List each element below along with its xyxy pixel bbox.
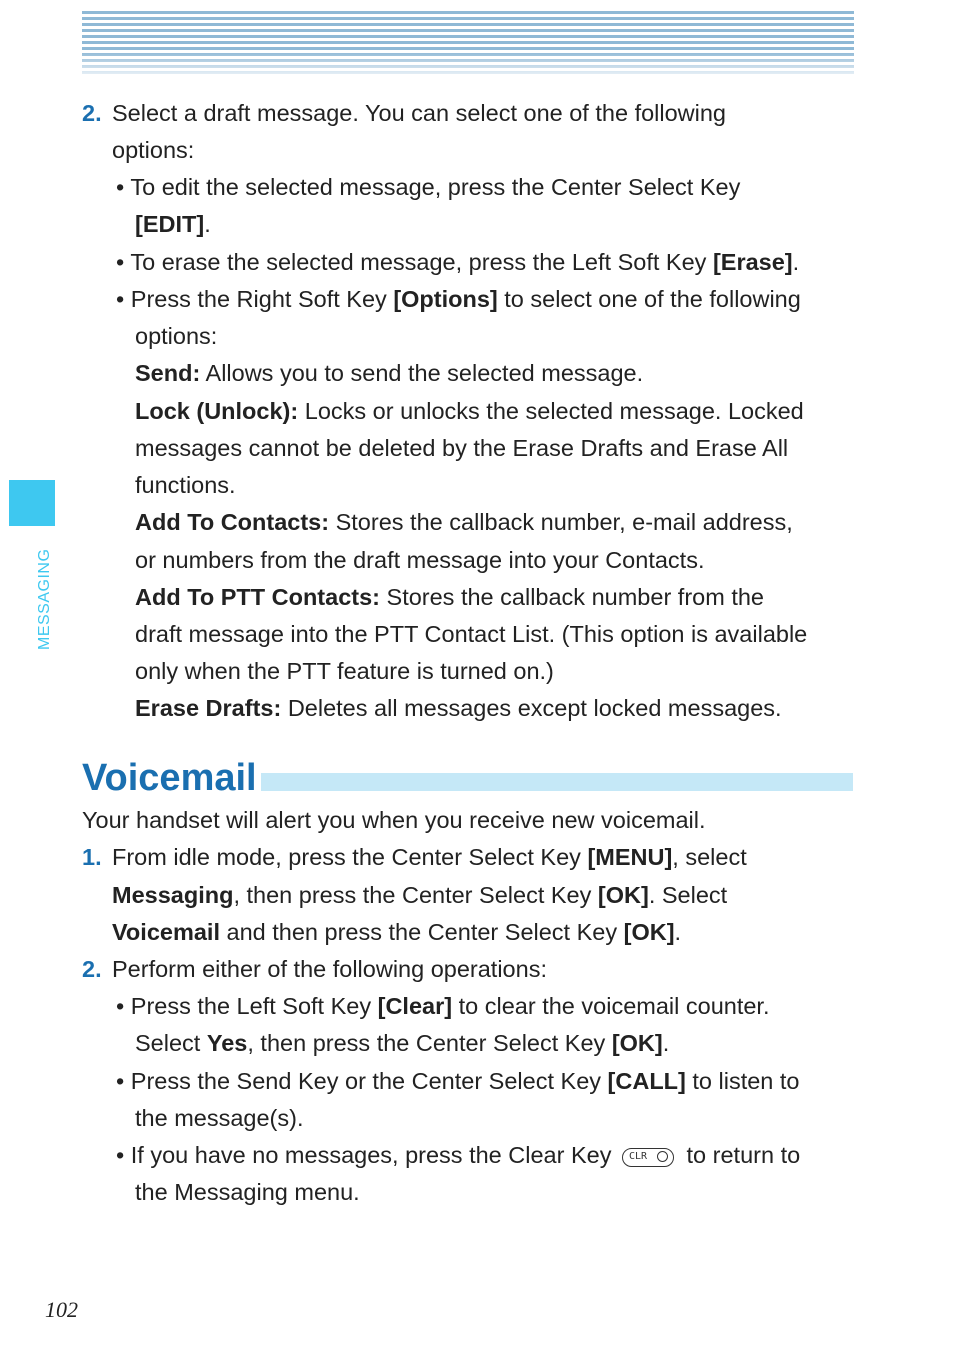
key-label: [Clear] <box>377 993 453 1019</box>
key-label: [EDIT] <box>135 211 205 237</box>
section-label: MESSAGING <box>36 548 53 650</box>
step-number: 2. <box>82 956 102 982</box>
option-term: Add To Contacts: <box>135 509 330 535</box>
bullet-no-messages-line2: the Messaging menu. <box>135 1179 360 1205</box>
step-text: Select a draft message. You can select one of the following <box>112 100 727 126</box>
bullet: • <box>116 1142 125 1168</box>
option-lock-line: messages cannot be deleted by the Erase Drafts and Erase All <box>135 435 789 461</box>
key-label: [OK] <box>597 882 649 908</box>
menu-term: Messaging <box>112 882 234 908</box>
option-lock-line: functions. <box>135 472 236 498</box>
header-decoration <box>82 11 854 77</box>
bullet: • <box>116 1068 125 1094</box>
key-label: [OK] <box>611 1030 663 1056</box>
page-number: 102 <box>45 1297 78 1322</box>
bullet-clear-line2: Select Yes, then press the Center Select Key [OK]. <box>135 1030 670 1056</box>
step-number: 1. <box>82 844 102 870</box>
key-label: [Options] <box>393 286 498 312</box>
key-label: [Erase] <box>712 249 793 275</box>
bullet-edit: • To edit the selected message, press the Center Select Key <box>116 174 741 200</box>
voicemail-intro: Your handset will alert you when you receive new voicemail. <box>82 807 706 833</box>
step-text: options: <box>112 137 195 163</box>
bullet-no-messages: • If you have no messages, press the Clear Key CLR to return to <box>116 1142 801 1168</box>
step1-line3: Voicemail and then press the Center Select Key [OK]. <box>112 919 682 945</box>
option-term: Add To PTT Contacts: <box>135 584 380 610</box>
option-add-contacts-line: or numbers from the draft message into your Contacts. <box>135 547 705 573</box>
step-number: 2. <box>82 100 102 126</box>
option-lock: Lock (Unlock): Locks or unlocks the selected message. Locked <box>135 398 804 424</box>
step1-line2: Messaging, then press the Center Select Key [OK]. Select <box>112 882 728 908</box>
bullet-erase: • To erase the selected message, press the Left Soft Key [Erase]. <box>116 249 800 275</box>
bullet-options-line2: options: <box>135 323 218 349</box>
option-add-ptt-line: only when the PTT feature is turned on.) <box>135 658 554 684</box>
option-add-ptt-line: draft message into the PTT Contact List. (This option is available <box>135 621 808 647</box>
option-add-ptt: Add To PTT Contacts: Stores the callback number from the <box>135 584 764 610</box>
step2-text: Perform either of the following operations: <box>112 956 547 982</box>
bullet-call: • Press the Send Key or the Center Select Key [CALL] to listen to <box>116 1068 800 1094</box>
section-title: Voicemail <box>82 756 261 800</box>
option-term: Erase Drafts: <box>135 695 282 721</box>
bullet: • <box>116 174 125 200</box>
option-term: Lock (Unlock): <box>135 398 299 424</box>
option-erase-drafts: Erase Drafts: Deletes all messages except locked messages. <box>135 695 782 721</box>
bullet-options: • Press the Right Soft Key [Options] to select one of the following <box>116 286 801 312</box>
option-term: Send: <box>135 360 201 386</box>
key-label: [MENU] <box>587 844 673 870</box>
key-label: [CALL] <box>607 1068 686 1094</box>
clear-key-icon: CLR <box>622 1148 674 1167</box>
bullet-clear: • Press the Left Soft Key [Clear] to clear the voicemail counter. <box>116 993 770 1019</box>
menu-term: Voicemail <box>112 919 220 945</box>
step1-line1: From idle mode, press the Center Select Key [MENU], select <box>112 844 747 870</box>
bullet: • <box>116 993 125 1019</box>
bullet-edit-key: [EDIT]. <box>135 211 211 237</box>
option-add-contacts: Add To Contacts: Stores the callback number, e-mail address, <box>135 509 793 535</box>
option-send: Send: Allows you to send the selected message. <box>135 360 644 386</box>
bullet: • <box>116 249 125 275</box>
bullet: • <box>116 286 125 312</box>
key-label: [OK] <box>623 919 675 945</box>
menu-term: Yes <box>206 1030 248 1056</box>
section-tab <box>9 480 55 526</box>
bullet-call-line2: the message(s). <box>135 1105 304 1131</box>
